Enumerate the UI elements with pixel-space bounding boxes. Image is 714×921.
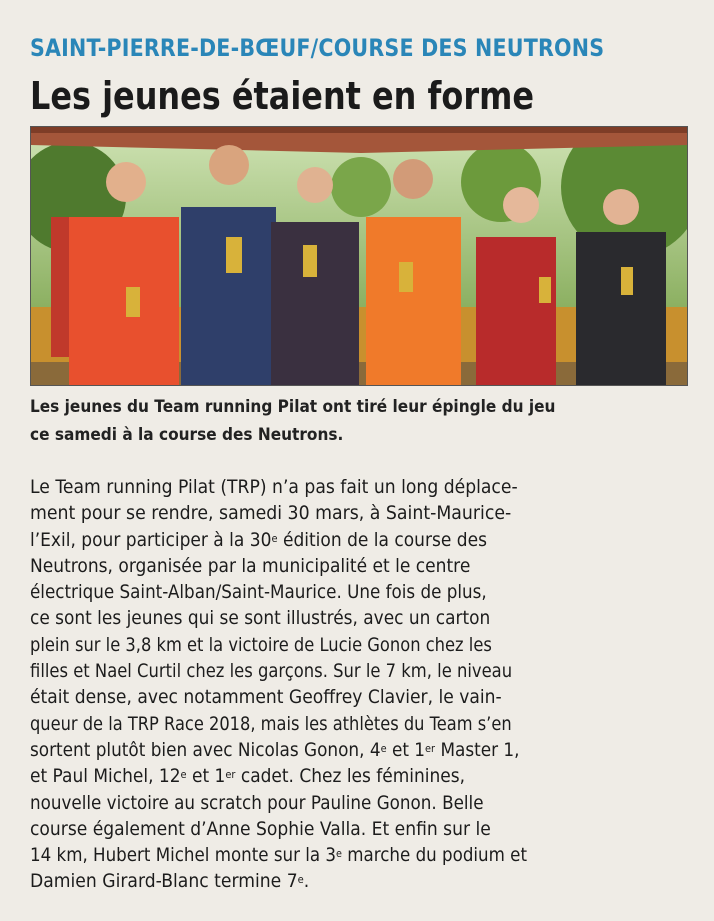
body-line: plein sur le 3,8 km et la victoire de Lucie Gonon chez les [30,633,492,656]
body-line: ce sont les jeunes qui se sont illustrés, avec un carton [30,607,491,630]
body-line: électrique Saint-Alban/Saint-Maurice. Une fois de plus, [30,581,487,604]
caption-line: ce samedi à la course des Neutrons. [30,425,344,444]
body-line: et Paul Michel, 12e et 1er cadet. Chez les féminines, [30,765,466,788]
body-line: Damien Girard-Blanc termine 7e. [30,870,310,893]
body-line: Neutrons, organisée par la municipalité et le centre [30,554,471,577]
body-line: queur de la TRP Race 2018, mais les athlètes du Team s’en [30,712,512,735]
podium-photo-illustration [31,127,687,385]
body-line: ment pour se rendre, samedi 30 mars, à Saint-Maurice- [30,502,512,525]
body-line: filles et Nael Curtil chez les garçons. Sur le 7 km, le niveau [30,660,513,683]
article-headline: Les jeunes étaient en forme [30,74,534,118]
body-line: nouvelle victoire au scratch pour Pauline Gonon. Belle [30,791,484,814]
photo-caption [30,393,640,449]
body-line: Le Team running Pilat (TRP) n’a pas fait un long déplace- [30,476,518,498]
body-line: sortent plutôt bien avec Nicolas Gonon, 4e et 1er Master 1, [30,738,520,761]
article-photo [30,126,688,386]
body-line: 14 km, Hubert Michel monte sur la 3e marche du podium et [30,844,527,867]
body-line: l’Exil, pour participer à la 30e édition de la course des [30,528,487,551]
body-line: était dense, avec notamment Geoffrey Clavier, le vain- [30,686,502,709]
body-line: course également d’Anne Sophie Valla. Et enfin sur le [30,817,491,840]
article-body [30,474,596,895]
caption-line: Les jeunes du Team running Pilat ont tiré leur épingle du jeu [30,397,556,416]
article-kicker: SAINT-PIERRE-DE-BŒUF/COURSE DES NEUTRONS [30,34,605,62]
